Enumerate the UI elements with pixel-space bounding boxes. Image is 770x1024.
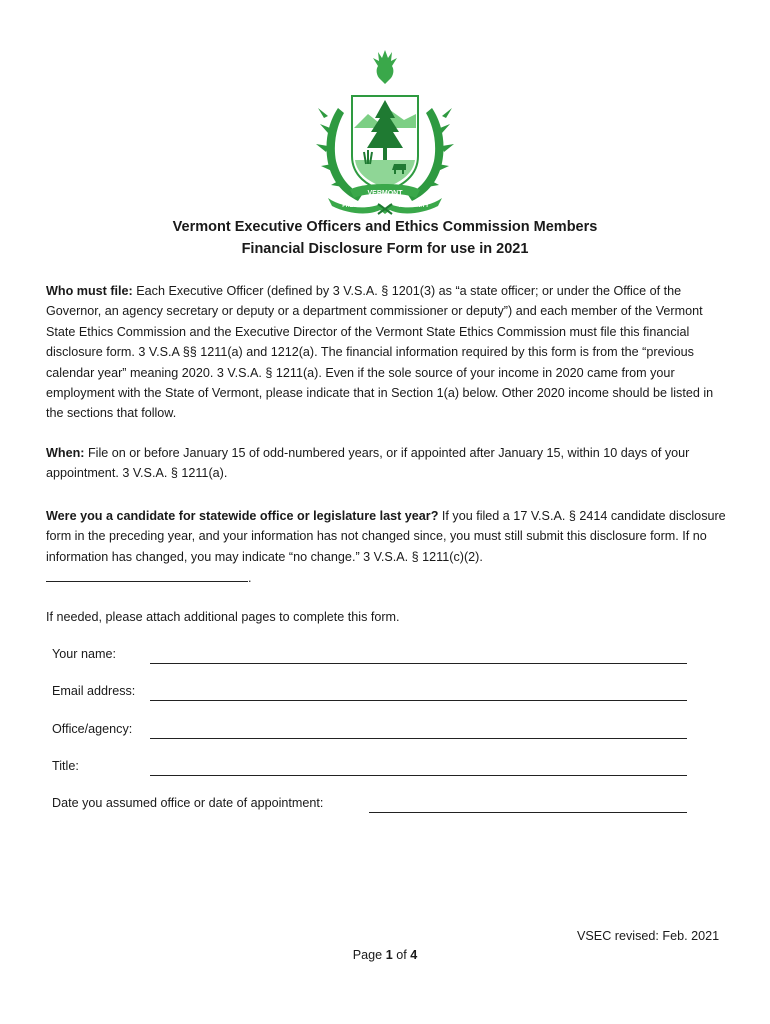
attach-pages-note: If needed, please attach additional pages to complete this form. [46,610,400,624]
form-title: Vermont Executive Officers and Ethics Commission Members [172,219,598,235]
seal-banner-top: VERMONT [367,190,403,197]
email-field[interactable] [150,700,687,701]
candidate-text: If you filed a 17 V.S.A. § 2414 candidate disclosure form in the preceding year, and your information has not changed since, you must still submit this disclosure form. If no information has changed, you may indicate “no change.” 3 V.S.A. § 1211(c)(2). [46,509,726,564]
page-total: 4 [410,948,418,962]
name-field[interactable] [150,663,687,664]
page-current: 1 [385,948,393,962]
when-label: When: [46,446,85,460]
when-text: File on or before January 15 of odd-numbered years, or if appointed after January 15, within 10 days of your appointment. 3 V.S.A. § 1211(a). [46,446,690,481]
seal-banner-left: FREEDOM [342,203,370,209]
who-must-file-paragraph [46,281,726,424]
page-of: of [392,948,411,962]
page-word: Page [352,948,386,962]
revision-note: VSEC revised: Feb. 2021 [577,929,720,943]
who-must-file-label: Who must file: [46,284,133,298]
who-must-file-text: Each Executive Officer (defined by 3 V.S.A. § 1201(3) as “a state officer; or under the Office of the Governor, an agency secretary or deputy or a department commissioner or deputy”) and each member of the Vermont State Ethics Commission and the Executive Director of the Vermont State Ethics Commission must file this financial disclosure form. 3 V.S.A §§ 1211(a) and 1212(a). The financial information required by this form is from the “previous calendar year” meaning 2020. 3 V.S.A. § 1211(a). Even if the sole source of your income in 2020 came from your employment with the State of Vermont, please indicate that in Section 1(a) below. Other 2020 income should be listed in the sections that follow. [46,284,714,421]
appointment-date-label: Date you assumed office or date of appointment: [52,796,324,810]
candidate-answer-line[interactable] [46,567,248,582]
appointment-date-field[interactable] [369,812,687,813]
title-label: Title: [52,759,79,773]
office-agency-label: Office/agency: [52,722,133,736]
candidate-paragraph [46,506,726,589]
name-label: Your name: [52,647,116,661]
title-field[interactable] [150,775,687,776]
office-agency-field[interactable] [150,738,687,739]
candidate-line-suffix: . [248,571,252,586]
seal-banner-right: AND UNITY [399,203,429,209]
form-subtitle: Financial Disclosure Form for use in 2021 [241,241,529,257]
email-label: Email address: [52,684,136,698]
page-number [0,948,770,962]
candidate-question: Were you a candidate for statewide office or legislature last year? [46,509,439,523]
when-paragraph [46,443,726,484]
vermont-seal-icon [310,48,460,216]
